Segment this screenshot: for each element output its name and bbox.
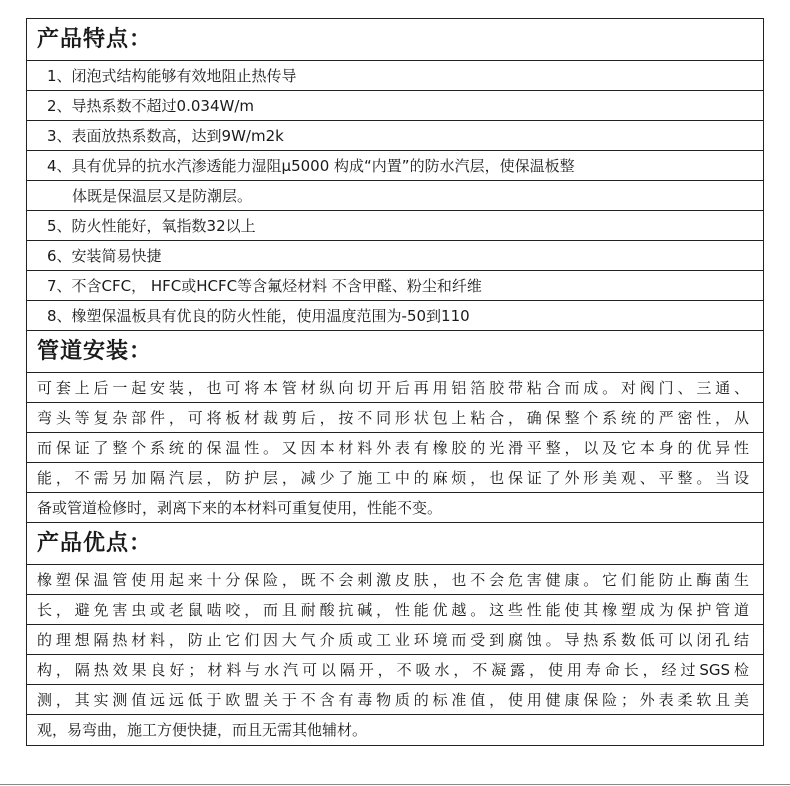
- feature-item-4: 4、具有优异的抗水汽渗透能力湿阻μ5000 构成“内置”的防水汽层，使保温板整: [27, 151, 763, 181]
- product-spec-table: [26, 18, 764, 746]
- bottom-divider: [0, 784, 790, 785]
- advantages-line-5: 测，其实测值远远低于欧盟关于不含有毒物质的标准值，使用健康保险；外表柔软且美: [27, 685, 763, 715]
- feature-item-4-continued: 体既是保温层又是防潮层。: [27, 181, 763, 211]
- advantages-line-3: 的理想隔热材料，防止它们因大气介质或工业环境而受到腐蚀。导热系数低可以闭孔结: [27, 625, 763, 655]
- advantages-heading: 产品优点：: [27, 523, 763, 565]
- feature-item-3: 3、表面放热系数高，达到9W/m2k: [27, 121, 763, 151]
- feature-item-5: 5、防火性能好，氧指数32以上: [27, 211, 763, 241]
- installation-line-5: 备或管道检修时，剥离下来的本材料可重复使用，性能不变。: [27, 493, 763, 523]
- advantages-line-2: 长，避免害虫或老鼠啮咬，而且耐酸抗碱，性能优越。这些性能使其橡塑成为保护管道: [27, 595, 763, 625]
- feature-item-2: 2、导热系数不超过0.034W/m: [27, 91, 763, 121]
- installation-line-3: 而保证了整个系统的保温性。又因本材料外表有橡胶的光滑平整，以及它本身的优异性: [27, 433, 763, 463]
- feature-item-6: 6、安装简易快捷: [27, 241, 763, 271]
- installation-line-1: 可套上后一起安装，也可将本管材纵向切开后再用铝箔胶带粘合而成。对阀门、三通、: [27, 373, 763, 403]
- installation-line-4: 能，不需另加隔汽层，防护层，减少了施工中的麻烦，也保证了外形美观、平整。当设: [27, 463, 763, 493]
- installation-heading: 管道安装：: [27, 331, 763, 373]
- advantages-line-1: 橡塑保温管使用起来十分保险，既不会刺激皮肤，也不会危害健康。它们能防止酶菌生: [27, 565, 763, 595]
- advantages-line-6: 观，易弯曲，施工方便快捷，而且无需其他辅材。: [37, 721, 368, 739]
- advantages-line-4: 构，隔热效果良好；材料与水汽可以隔开，不吸水，不凝露，使用寿命长，经过SGS检: [27, 655, 763, 685]
- features-heading: 产品特点：: [27, 19, 763, 61]
- feature-item-8: 8、橡塑保温板具有优良的防火性能，使用温度范围为-50到110: [27, 301, 763, 331]
- installation-line-2: 弯头等复杂部件，可将板材裁剪后，按不同形状包上粘合，确保整个系统的严密性，从: [27, 403, 763, 433]
- feature-item-7: 7、不含CFC， HFC或HCFC等含氟烃材料 不含甲醛、粉尘和纤维: [27, 271, 763, 301]
- feature-item-1: 1、闭泡式结构能够有效地阻止热传导: [27, 61, 763, 91]
